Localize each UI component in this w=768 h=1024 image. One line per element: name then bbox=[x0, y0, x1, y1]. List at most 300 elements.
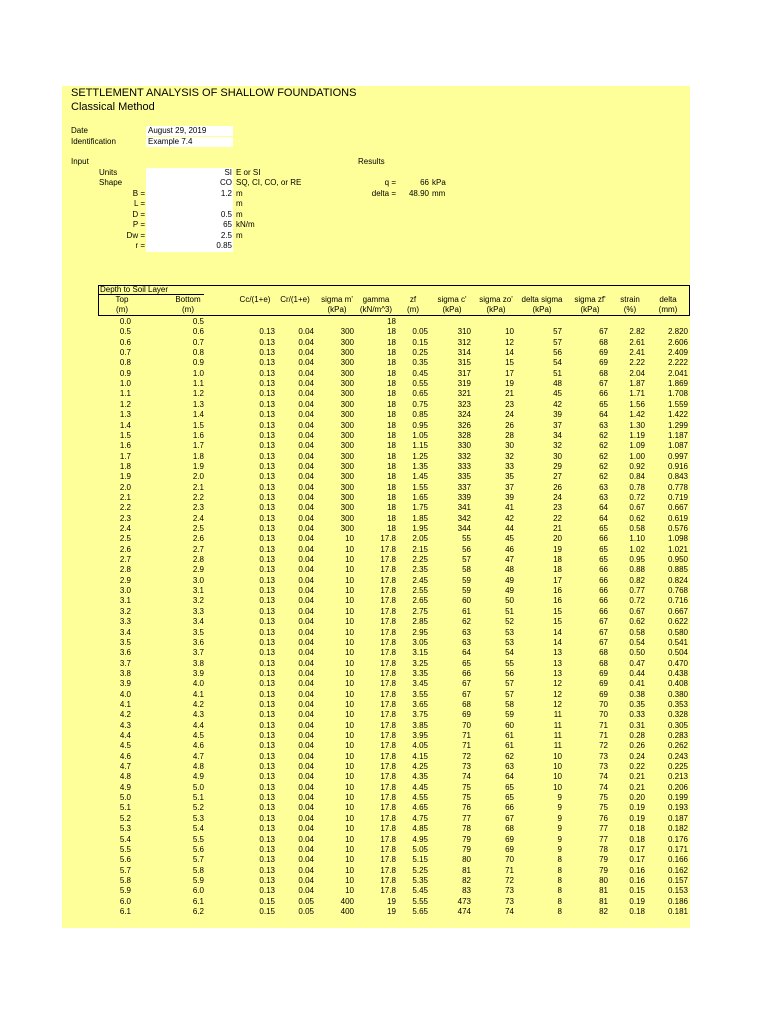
cell-strain[interactable]: 0.15 bbox=[629, 886, 645, 896]
cell-gamma[interactable]: 18 bbox=[387, 524, 396, 533]
cell-cr[interactable]: 0.04 bbox=[298, 844, 314, 854]
cell-zf[interactable]: 4.45 bbox=[412, 782, 428, 792]
cell-zf[interactable]: 0.35 bbox=[412, 358, 428, 368]
cell-cc[interactable]: 0.13 bbox=[259, 451, 275, 461]
cell-strain[interactable]: 0.72 bbox=[629, 596, 645, 606]
cell-sigma-m[interactable]: 10 bbox=[345, 565, 354, 575]
cell-cr[interactable]: 0.04 bbox=[298, 741, 314, 751]
cell-zf[interactable]: 2.35 bbox=[412, 565, 428, 575]
cell-bottom[interactable]: 1.5 bbox=[192, 420, 204, 430]
cell-sigma-c[interactable]: 315 bbox=[457, 358, 471, 368]
cell-delta-sigma[interactable]: 16 bbox=[553, 586, 562, 596]
cell-top[interactable]: 5.0 bbox=[119, 793, 131, 803]
cell-delta-sigma[interactable]: 8 bbox=[557, 906, 562, 916]
cell-bottom[interactable]: 5.7 bbox=[192, 855, 204, 865]
cell-sigma-zo[interactable]: 14 bbox=[505, 348, 514, 358]
cell-sigma-zf[interactable]: 73 bbox=[599, 762, 608, 772]
cell-sigma-zo[interactable]: 52 bbox=[505, 617, 514, 627]
cell-cr[interactable]: 0.05 bbox=[298, 896, 314, 906]
cell-gamma[interactable]: 17.8 bbox=[380, 637, 396, 647]
cell-sigma-zf[interactable]: 68 bbox=[599, 648, 608, 658]
cell-strain[interactable]: 0.18 bbox=[629, 834, 645, 844]
cell-cr[interactable]: 0.04 bbox=[298, 379, 314, 389]
cell-sigma-zo[interactable]: 70 bbox=[505, 855, 514, 865]
cell-sigma-m[interactable]: 10 bbox=[345, 544, 354, 554]
cell-cc[interactable]: 0.13 bbox=[259, 575, 275, 585]
cell-delta[interactable]: 0.225 bbox=[667, 762, 688, 772]
cell-bottom[interactable]: 0.5 bbox=[192, 317, 204, 326]
cell-gamma[interactable]: 17.8 bbox=[380, 658, 396, 668]
cell-bottom[interactable]: 2.9 bbox=[192, 565, 204, 575]
cell-delta-sigma[interactable]: 14 bbox=[553, 627, 562, 637]
cell-strain[interactable]: 1.30 bbox=[629, 420, 645, 430]
cell-zf[interactable]: 4.05 bbox=[412, 741, 428, 751]
cell-gamma[interactable]: 17.8 bbox=[380, 648, 396, 658]
cell-top[interactable]: 2.1 bbox=[119, 492, 131, 502]
cell-zf[interactable]: 3.25 bbox=[412, 658, 428, 668]
cell-delta[interactable]: 1.021 bbox=[667, 544, 688, 554]
cell-delta[interactable]: 0.206 bbox=[667, 782, 688, 792]
cell-delta[interactable]: 1.422 bbox=[667, 410, 688, 420]
cell-strain[interactable]: 0.18 bbox=[629, 824, 645, 834]
cell-sigma-zf[interactable]: 66 bbox=[599, 565, 608, 575]
cell-strain[interactable]: 0.67 bbox=[629, 606, 645, 616]
cell-zf[interactable]: 1.85 bbox=[412, 513, 428, 523]
cell-sigma-c[interactable]: 328 bbox=[457, 430, 471, 440]
cell-bottom[interactable]: 4.8 bbox=[192, 762, 204, 772]
cell-bottom[interactable]: 0.7 bbox=[192, 337, 204, 347]
cell-top[interactable]: 0.0 bbox=[119, 317, 131, 326]
cell-sigma-zf[interactable]: 77 bbox=[599, 834, 608, 844]
cell-top[interactable]: 3.6 bbox=[119, 648, 131, 658]
cell-bottom[interactable]: 3.4 bbox=[192, 617, 204, 627]
cell-zf[interactable]: 2.45 bbox=[412, 575, 428, 585]
cell-sigma-zf[interactable]: 73 bbox=[599, 751, 608, 761]
cell-cr[interactable]: 0.04 bbox=[298, 472, 314, 482]
cell-cr[interactable]: 0.05 bbox=[298, 906, 314, 916]
cell-strain[interactable]: 0.33 bbox=[629, 710, 645, 720]
cell-delta[interactable]: 0.162 bbox=[667, 865, 688, 875]
cell-zf[interactable]: 0.65 bbox=[412, 389, 428, 399]
cell-gamma[interactable]: 17.8 bbox=[380, 751, 396, 761]
cell-sigma-m[interactable]: 400 bbox=[340, 906, 354, 916]
cell-sigma-zo[interactable]: 21 bbox=[505, 389, 514, 399]
cell-sigma-c[interactable]: 63 bbox=[462, 637, 471, 647]
cell-bottom[interactable]: 2.8 bbox=[192, 555, 204, 565]
cell-delta[interactable]: 0.576 bbox=[667, 524, 688, 533]
cell-bottom[interactable]: 5.8 bbox=[192, 865, 204, 875]
cell-sigma-zo[interactable]: 66 bbox=[505, 803, 514, 813]
cell-delta[interactable]: 0.667 bbox=[667, 503, 688, 513]
cell-sigma-zo[interactable]: 41 bbox=[505, 503, 514, 513]
cell-gamma[interactable]: 17.8 bbox=[380, 731, 396, 740]
cell-delta-sigma[interactable]: 22 bbox=[553, 513, 562, 523]
cell-cc[interactable]: 0.13 bbox=[259, 648, 275, 658]
cell-sigma-zf[interactable]: 77 bbox=[599, 824, 608, 834]
cell-sigma-m[interactable]: 10 bbox=[345, 606, 354, 616]
cell-sigma-m[interactable]: 10 bbox=[345, 689, 354, 699]
cell-sigma-zf[interactable]: 71 bbox=[599, 731, 608, 740]
cell-delta[interactable]: 0.213 bbox=[667, 772, 688, 782]
cell-cc[interactable]: 0.13 bbox=[259, 627, 275, 637]
cell-sigma-zf[interactable]: 64 bbox=[599, 503, 608, 513]
cell-top[interactable]: 1.9 bbox=[119, 472, 131, 482]
cell-cr[interactable]: 0.04 bbox=[298, 865, 314, 875]
cell-sigma-zf[interactable]: 67 bbox=[599, 617, 608, 627]
cell-sigma-c[interactable]: 342 bbox=[457, 513, 471, 523]
cell-delta[interactable]: 0.199 bbox=[667, 793, 688, 803]
cell-sigma-c[interactable]: 82 bbox=[462, 875, 471, 885]
cell-sigma-c[interactable]: 79 bbox=[462, 834, 471, 844]
cell-strain[interactable]: 1.19 bbox=[629, 430, 645, 440]
cell-sigma-c[interactable]: 58 bbox=[462, 565, 471, 575]
cell-cr[interactable]: 0.04 bbox=[298, 348, 314, 358]
cell-sigma-zf[interactable]: 69 bbox=[599, 668, 608, 678]
cell-zf[interactable]: 5.45 bbox=[412, 886, 428, 896]
cell-sigma-c[interactable]: 69 bbox=[462, 710, 471, 720]
cell-sigma-zo[interactable]: 33 bbox=[505, 461, 514, 471]
cell-delta-sigma[interactable]: 21 bbox=[553, 524, 562, 533]
cell-sigma-c[interactable]: 73 bbox=[462, 762, 471, 772]
cell-delta-sigma[interactable]: 9 bbox=[557, 824, 562, 834]
cell-sigma-c[interactable]: 59 bbox=[462, 586, 471, 596]
cell-delta-sigma[interactable]: 14 bbox=[553, 637, 562, 647]
cell-delta[interactable]: 0.181 bbox=[667, 906, 688, 916]
cell-sigma-zf[interactable]: 62 bbox=[599, 472, 608, 482]
cell-cr[interactable]: 0.04 bbox=[298, 420, 314, 430]
cell-sigma-zo[interactable]: 68 bbox=[505, 824, 514, 834]
cell-gamma[interactable]: 18 bbox=[387, 348, 396, 358]
cell-sigma-m[interactable]: 300 bbox=[340, 524, 354, 533]
cell-bottom[interactable]: 3.7 bbox=[192, 648, 204, 658]
cell-sigma-zo[interactable]: 57 bbox=[505, 689, 514, 699]
cell-delta-sigma[interactable]: 37 bbox=[553, 420, 562, 430]
cell-cc[interactable]: 0.13 bbox=[259, 586, 275, 596]
cell-cc[interactable]: 0.13 bbox=[259, 855, 275, 865]
cell-gamma[interactable]: 18 bbox=[387, 410, 396, 420]
cell-bottom[interactable]: 2.2 bbox=[192, 492, 204, 502]
cell-sigma-m[interactable]: 10 bbox=[345, 679, 354, 689]
cell-bottom[interactable]: 0.9 bbox=[192, 358, 204, 368]
cell-strain[interactable]: 0.26 bbox=[629, 741, 645, 751]
cell-sigma-c[interactable]: 323 bbox=[457, 399, 471, 409]
cell-bottom[interactable]: 2.6 bbox=[192, 534, 204, 544]
cell-bottom[interactable]: 3.0 bbox=[192, 575, 204, 585]
cell-sigma-zo[interactable]: 35 bbox=[505, 472, 514, 482]
cell-gamma[interactable]: 17.8 bbox=[380, 741, 396, 751]
cell-sigma-c[interactable]: 335 bbox=[457, 472, 471, 482]
cell-cr[interactable]: 0.04 bbox=[298, 513, 314, 523]
cell-delta-sigma[interactable]: 18 bbox=[553, 565, 562, 575]
cell-cc[interactable]: 0.13 bbox=[259, 389, 275, 399]
cell-delta-sigma[interactable]: 10 bbox=[553, 762, 562, 772]
cell-zf[interactable]: 2.15 bbox=[412, 544, 428, 554]
cell-delta-sigma[interactable]: 13 bbox=[553, 658, 562, 668]
cell-cr[interactable]: 0.04 bbox=[298, 461, 314, 471]
cell-sigma-zo[interactable]: 74 bbox=[505, 906, 514, 916]
cell-strain[interactable]: 1.00 bbox=[629, 451, 645, 461]
cell-delta[interactable]: 0.328 bbox=[667, 710, 688, 720]
cell-sigma-zo[interactable]: 58 bbox=[505, 699, 514, 709]
cell-delta[interactable]: 0.916 bbox=[667, 461, 688, 471]
cell-strain[interactable]: 0.54 bbox=[629, 637, 645, 647]
cell-strain[interactable]: 0.47 bbox=[629, 658, 645, 668]
cell-strain[interactable]: 0.17 bbox=[629, 855, 645, 865]
cell-cr[interactable]: 0.04 bbox=[298, 751, 314, 761]
cell-delta[interactable]: 1.559 bbox=[667, 399, 688, 409]
cell-sigma-m[interactable]: 300 bbox=[340, 482, 354, 492]
cell-delta[interactable]: 0.182 bbox=[667, 824, 688, 834]
cell-cr[interactable]: 0.04 bbox=[298, 555, 314, 565]
cell-strain[interactable]: 0.92 bbox=[629, 461, 645, 471]
cell-delta-sigma[interactable]: 48 bbox=[553, 379, 562, 389]
cell-zf[interactable]: 3.95 bbox=[412, 731, 428, 740]
cell-bottom[interactable]: 5.2 bbox=[192, 803, 204, 813]
cell-sigma-m[interactable]: 10 bbox=[345, 658, 354, 668]
cell-sigma-zf[interactable]: 63 bbox=[599, 492, 608, 502]
cell-strain[interactable]: 0.62 bbox=[629, 513, 645, 523]
cell-cr[interactable]: 0.04 bbox=[298, 524, 314, 533]
cell-cc[interactable]: 0.13 bbox=[259, 886, 275, 896]
cell-sigma-m[interactable]: 10 bbox=[345, 555, 354, 565]
cell-bottom[interactable]: 4.4 bbox=[192, 720, 204, 730]
cell-strain[interactable]: 0.22 bbox=[629, 762, 645, 772]
cell-sigma-c[interactable]: 57 bbox=[462, 555, 471, 565]
cell-sigma-zo[interactable]: 10 bbox=[505, 327, 514, 337]
cell-delta[interactable]: 0.186 bbox=[667, 896, 688, 906]
cell-sigma-c[interactable]: 78 bbox=[462, 824, 471, 834]
cell-sigma-m[interactable]: 10 bbox=[345, 617, 354, 627]
cell-strain[interactable]: 1.71 bbox=[629, 389, 645, 399]
cell-delta[interactable]: 0.353 bbox=[667, 699, 688, 709]
cell-sigma-zo[interactable]: 32 bbox=[505, 451, 514, 461]
cell-bottom[interactable]: 2.1 bbox=[192, 482, 204, 492]
cell-top[interactable]: 1.7 bbox=[119, 451, 131, 461]
cell-delta[interactable]: 2.606 bbox=[667, 337, 688, 347]
cell-strain[interactable]: 0.77 bbox=[629, 586, 645, 596]
cell-top[interactable]: 1.4 bbox=[119, 420, 131, 430]
cell-delta[interactable]: 0.885 bbox=[667, 565, 688, 575]
cell-sigma-c[interactable]: 55 bbox=[462, 534, 471, 544]
cell-gamma[interactable]: 18 bbox=[387, 451, 396, 461]
cell-zf[interactable]: 5.55 bbox=[412, 896, 428, 906]
cell-top[interactable]: 2.8 bbox=[119, 565, 131, 575]
cell-sigma-m[interactable]: 10 bbox=[345, 834, 354, 844]
cell-sigma-zo[interactable]: 73 bbox=[505, 896, 514, 906]
cell-zf[interactable]: 2.95 bbox=[412, 627, 428, 637]
cell-sigma-c[interactable]: 71 bbox=[462, 741, 471, 751]
cell-cr[interactable]: 0.04 bbox=[298, 617, 314, 627]
cell-bottom[interactable]: 3.3 bbox=[192, 606, 204, 616]
cell-bottom[interactable]: 0.8 bbox=[192, 348, 204, 358]
cell-delta-sigma[interactable]: 11 bbox=[553, 731, 562, 740]
cell-delta[interactable]: 1.098 bbox=[667, 534, 688, 544]
cell-sigma-c[interactable]: 81 bbox=[462, 865, 471, 875]
cell-sigma-zf[interactable]: 62 bbox=[599, 461, 608, 471]
cell-bottom[interactable]: 3.9 bbox=[192, 668, 204, 678]
cell-cr[interactable]: 0.04 bbox=[298, 586, 314, 596]
cell-sigma-m[interactable]: 300 bbox=[340, 327, 354, 337]
cell-top[interactable]: 5.2 bbox=[119, 813, 131, 823]
cell-sigma-zo[interactable]: 69 bbox=[505, 844, 514, 854]
cell-sigma-m[interactable]: 300 bbox=[340, 503, 354, 513]
cell-cc[interactable]: 0.13 bbox=[259, 379, 275, 389]
cell-sigma-m[interactable]: 10 bbox=[345, 793, 354, 803]
cell-cr[interactable]: 0.04 bbox=[298, 720, 314, 730]
cell-strain[interactable]: 2.82 bbox=[629, 327, 645, 337]
cell-sigma-m[interactable]: 300 bbox=[340, 399, 354, 409]
cell-delta[interactable]: 0.541 bbox=[667, 637, 688, 647]
cell-zf[interactable]: 5.25 bbox=[412, 865, 428, 875]
cell-top[interactable]: 4.2 bbox=[119, 710, 131, 720]
cell-sigma-zf[interactable]: 64 bbox=[599, 513, 608, 523]
cell-top[interactable]: 3.3 bbox=[119, 617, 131, 627]
cell-sigma-zf[interactable]: 63 bbox=[599, 420, 608, 430]
cell-sigma-c[interactable]: 71 bbox=[462, 731, 471, 740]
cell-delta-sigma[interactable]: 8 bbox=[557, 855, 562, 865]
cell-bottom[interactable]: 2.7 bbox=[192, 544, 204, 554]
cell-sigma-m[interactable]: 10 bbox=[345, 596, 354, 606]
cell-delta-sigma[interactable]: 9 bbox=[557, 813, 562, 823]
cell-strain[interactable]: 1.56 bbox=[629, 399, 645, 409]
cell-gamma[interactable]: 18 bbox=[387, 358, 396, 368]
cell-sigma-zo[interactable]: 61 bbox=[505, 741, 514, 751]
cell-cc[interactable]: 0.13 bbox=[259, 420, 275, 430]
cell-delta-sigma[interactable]: 56 bbox=[553, 348, 562, 358]
cell-bottom[interactable]: 4.9 bbox=[192, 772, 204, 782]
cell-delta[interactable]: 0.262 bbox=[667, 741, 688, 751]
cell-sigma-m[interactable]: 10 bbox=[345, 586, 354, 596]
cell-sigma-zo[interactable]: 50 bbox=[505, 596, 514, 606]
cell-sigma-zf[interactable]: 81 bbox=[599, 886, 608, 896]
cell-delta-sigma[interactable]: 42 bbox=[553, 399, 562, 409]
cell-top[interactable]: 3.5 bbox=[119, 637, 131, 647]
cell-top[interactable]: 4.7 bbox=[119, 762, 131, 772]
cell-top[interactable]: 0.7 bbox=[119, 348, 131, 358]
cell-sigma-c[interactable]: 72 bbox=[462, 751, 471, 761]
cell-zf[interactable]: 3.55 bbox=[412, 689, 428, 699]
cell-strain[interactable]: 0.38 bbox=[629, 689, 645, 699]
cell-bottom[interactable]: 5.3 bbox=[192, 813, 204, 823]
cell-cc[interactable]: 0.13 bbox=[259, 813, 275, 823]
cell-cc[interactable]: 0.13 bbox=[259, 844, 275, 854]
cell-sigma-zo[interactable]: 49 bbox=[505, 575, 514, 585]
cell-sigma-c[interactable]: 76 bbox=[462, 803, 471, 813]
cell-gamma[interactable]: 17.8 bbox=[380, 617, 396, 627]
cell-delta[interactable]: 0.619 bbox=[667, 513, 688, 523]
cell-bottom[interactable]: 1.1 bbox=[192, 379, 204, 389]
cell-sigma-zo[interactable]: 65 bbox=[505, 793, 514, 803]
cell-sigma-c[interactable]: 326 bbox=[457, 420, 471, 430]
cell-sigma-m[interactable]: 10 bbox=[345, 720, 354, 730]
cell-cr[interactable]: 0.04 bbox=[298, 731, 314, 740]
cell-top[interactable]: 4.6 bbox=[119, 751, 131, 761]
cell-cr[interactable]: 0.04 bbox=[298, 762, 314, 772]
cell-sigma-zf[interactable]: 79 bbox=[599, 865, 608, 875]
cell-delta-sigma[interactable]: 8 bbox=[557, 865, 562, 875]
cell-bottom[interactable]: 2.4 bbox=[192, 513, 204, 523]
cell-cr[interactable]: 0.04 bbox=[298, 575, 314, 585]
cell-sigma-zf[interactable]: 66 bbox=[599, 575, 608, 585]
cell-cc[interactable]: 0.13 bbox=[259, 865, 275, 875]
cell-sigma-zf[interactable]: 67 bbox=[599, 379, 608, 389]
cell-bottom[interactable]: 3.8 bbox=[192, 658, 204, 668]
cell-sigma-zo[interactable]: 72 bbox=[505, 875, 514, 885]
cell-sigma-c[interactable]: 312 bbox=[457, 337, 471, 347]
cell-sigma-zf[interactable]: 67 bbox=[599, 327, 608, 337]
cell-top[interactable]: 4.0 bbox=[119, 689, 131, 699]
cell-zf[interactable]: 0.05 bbox=[412, 327, 428, 337]
cell-zf[interactable]: 4.85 bbox=[412, 824, 428, 834]
cell-sigma-zo[interactable]: 30 bbox=[505, 441, 514, 451]
cell-top[interactable]: 2.6 bbox=[119, 544, 131, 554]
cell-zf[interactable]: 1.05 bbox=[412, 430, 428, 440]
cell-cr[interactable]: 0.04 bbox=[298, 855, 314, 865]
cell-sigma-c[interactable]: 77 bbox=[462, 813, 471, 823]
cell-zf[interactable]: 2.25 bbox=[412, 555, 428, 565]
cell-sigma-m[interactable]: 10 bbox=[345, 637, 354, 647]
cell-delta-sigma[interactable]: 8 bbox=[557, 875, 562, 885]
cell-bottom[interactable]: 6.0 bbox=[192, 886, 204, 896]
cell-cc[interactable]: 0.13 bbox=[259, 637, 275, 647]
cell-cr[interactable]: 0.04 bbox=[298, 368, 314, 378]
cell-zf[interactable]: 2.65 bbox=[412, 596, 428, 606]
cell-cc[interactable]: 0.13 bbox=[259, 699, 275, 709]
cell-sigma-c[interactable]: 474 bbox=[457, 906, 471, 916]
cell-cc[interactable]: 0.13 bbox=[259, 555, 275, 565]
cell-strain[interactable]: 2.04 bbox=[629, 368, 645, 378]
cell-delta[interactable]: 2.041 bbox=[667, 368, 688, 378]
cell-sigma-zo[interactable]: 23 bbox=[505, 399, 514, 409]
cell-delta-sigma[interactable]: 10 bbox=[553, 772, 562, 782]
cell-cr[interactable]: 0.04 bbox=[298, 648, 314, 658]
cell-zf[interactable]: 5.15 bbox=[412, 855, 428, 865]
cell-sigma-c[interactable]: 70 bbox=[462, 720, 471, 730]
cell-sigma-c[interactable]: 339 bbox=[457, 492, 471, 502]
cell-cr[interactable]: 0.04 bbox=[298, 492, 314, 502]
cell-cc[interactable]: 0.13 bbox=[259, 668, 275, 678]
cell-cr[interactable]: 0.04 bbox=[298, 565, 314, 575]
cell-sigma-zf[interactable]: 68 bbox=[599, 368, 608, 378]
cell-sigma-m[interactable]: 300 bbox=[340, 348, 354, 358]
cell-zf[interactable]: 3.75 bbox=[412, 710, 428, 720]
cell-sigma-m[interactable]: 10 bbox=[345, 803, 354, 813]
cell-cc[interactable]: 0.13 bbox=[259, 617, 275, 627]
cell-zf[interactable]: 3.05 bbox=[412, 637, 428, 647]
cell-bottom[interactable]: 4.1 bbox=[192, 689, 204, 699]
cell-sigma-m[interactable]: 300 bbox=[340, 379, 354, 389]
cell-strain[interactable]: 0.62 bbox=[629, 617, 645, 627]
cell-bottom[interactable]: 1.2 bbox=[192, 389, 204, 399]
cell-gamma[interactable]: 17.8 bbox=[380, 813, 396, 823]
cell-cc[interactable]: 0.13 bbox=[259, 482, 275, 492]
cell-delta[interactable]: 0.768 bbox=[667, 586, 688, 596]
cell-cr[interactable]: 0.04 bbox=[298, 782, 314, 792]
cell-sigma-m[interactable]: 300 bbox=[340, 430, 354, 440]
cell-cr[interactable]: 0.04 bbox=[298, 389, 314, 399]
cell-sigma-zf[interactable]: 79 bbox=[599, 855, 608, 865]
cell-gamma[interactable]: 18 bbox=[387, 430, 396, 440]
cell-zf[interactable]: 5.65 bbox=[412, 906, 428, 916]
cell-delta-sigma[interactable]: 18 bbox=[553, 555, 562, 565]
cell-delta-sigma[interactable]: 12 bbox=[553, 699, 562, 709]
cell-cc[interactable]: 0.13 bbox=[259, 348, 275, 358]
cell-gamma[interactable]: 18 bbox=[387, 492, 396, 502]
cell-cc[interactable]: 0.13 bbox=[259, 751, 275, 761]
cell-sigma-zf[interactable]: 62 bbox=[599, 430, 608, 440]
cell-gamma[interactable]: 18 bbox=[387, 327, 396, 337]
cell-sigma-zo[interactable]: 44 bbox=[505, 524, 514, 533]
